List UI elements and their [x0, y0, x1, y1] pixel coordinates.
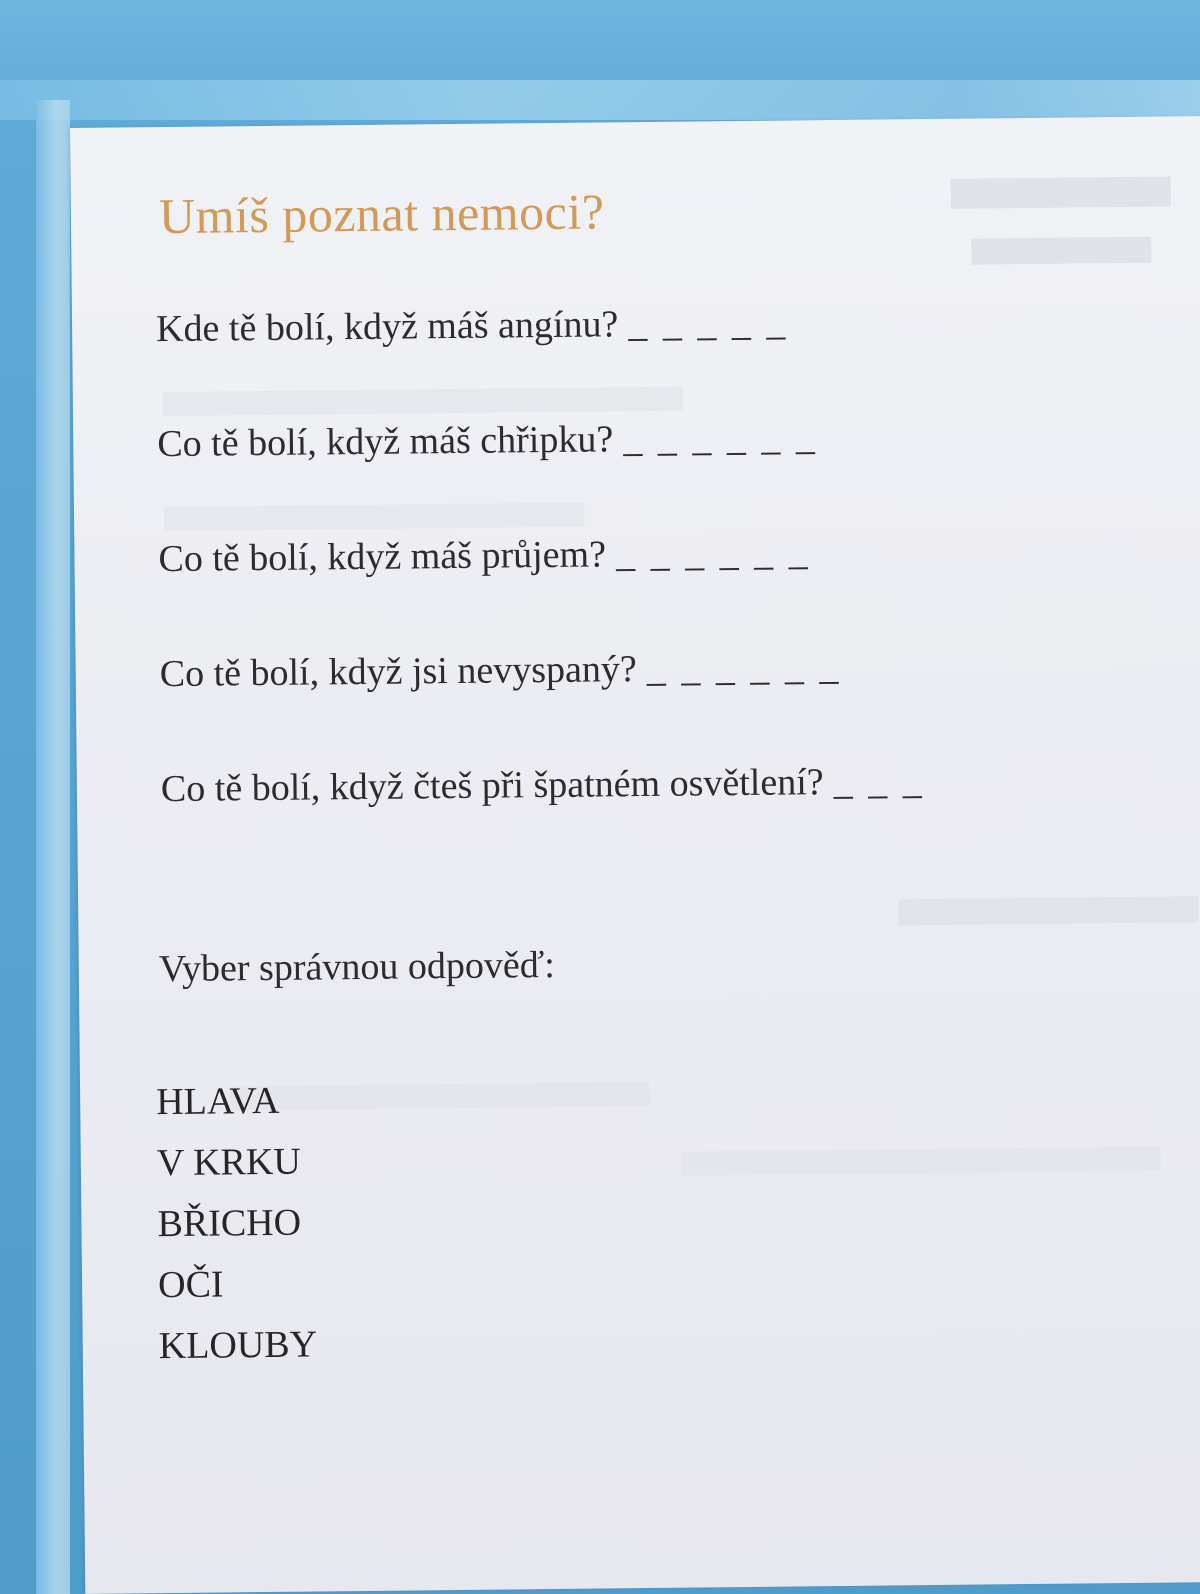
bleed-through-mark [898, 896, 1198, 925]
question-text: Co tě bolí, když máš průjem? [158, 533, 607, 581]
question-text: Co tě bolí, když máš chřipku? [157, 418, 614, 466]
bleed-through-mark [951, 176, 1171, 208]
bleed-through-mark [971, 237, 1151, 265]
answer-option: OČI [157, 1263, 224, 1307]
question-list [156, 299, 926, 882]
answer-blank: _ _ _ _ _ [628, 301, 789, 346]
question-item [159, 644, 924, 767]
question-item [157, 414, 922, 537]
frame-brush-strip [0, 80, 1200, 120]
worksheet-paper [70, 116, 1200, 1594]
answer-option: V KRKU [156, 1140, 301, 1185]
answer-option: HLAVA [155, 1079, 280, 1124]
answer-blank: _ _ _ _ _ _ [615, 531, 811, 576]
instruction-text: Vyber správnou odpověď: [158, 943, 556, 991]
question-text: Co tě bolí, když čteš při špatném osvětlení? [160, 761, 824, 811]
question-text: Co tě bolí, když jsi nevyspaný? [159, 648, 637, 696]
bleed-through-mark [681, 1147, 1161, 1176]
worksheet-title: Umíš poznat nemoci? [158, 183, 605, 245]
answer-blank: _ _ _ _ _ _ [646, 645, 842, 690]
frame-left-edge [36, 100, 70, 1594]
answer-option: KLOUBY [158, 1323, 318, 1368]
question-item [158, 529, 923, 652]
answer-options-list [156, 1070, 318, 1377]
answer-option: BŘICHO [157, 1201, 302, 1246]
answer-blank: _ _ _ [833, 760, 925, 804]
question-item [161, 759, 926, 882]
answer-blank: _ _ _ _ _ _ [622, 416, 818, 461]
question-item [156, 299, 921, 422]
question-text: Kde tě bolí, když máš angínu? [155, 303, 619, 351]
